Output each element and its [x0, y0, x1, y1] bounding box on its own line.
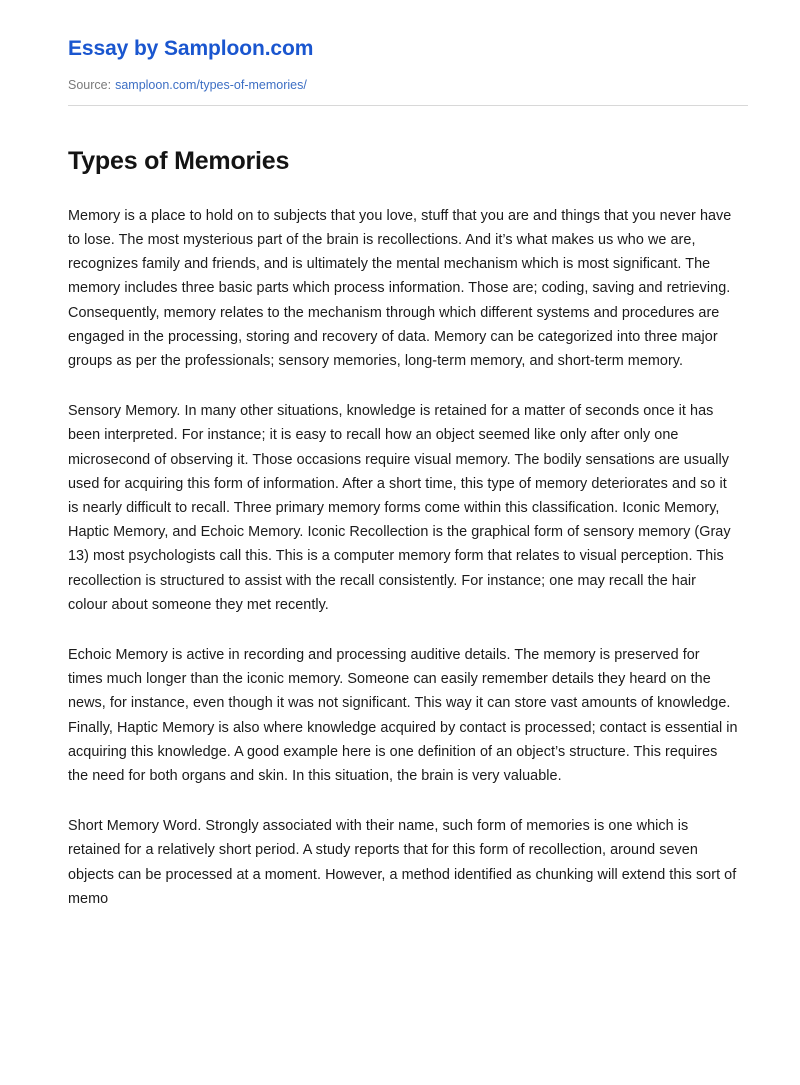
brand-title: Essay by Samploon.com	[68, 37, 314, 60]
document-body	[0, 146, 800, 911]
source-label: Source:	[68, 78, 112, 93]
paragraph: Sensory Memory. In many other situations, knowledge is retained for a matter of seconds once it has been interpreted. For instance; it is easy to recall how an object seemed like only after only one microsecond of observing it. Those occasions require visual memory. The bodily sensations are usually used for acquiring this form of information. After a short time, this type of memory deteriorates and so it is nearly difficult to recall. Three primary memory forms come within this classification. Iconic Memory, Haptic Memory, and Echoic Memory. Iconic Recollection is the graphical form of sensory memory (Gray 13) most psychologists call this. This is a computer memory form that relates to visual perception. This recollection is structured to assist with the recall consistently. For instance; one may recall the hair colour about someone they met recently.	[68, 403, 731, 613]
source-url-link[interactable]: samploon.com/types-of-memories/	[115, 78, 307, 93]
header-divider	[68, 105, 748, 106]
paragraph: Memory is a place to hold on to subjects that you love, stuff that you are and things that you never have to lose. The most mysterious part of the brain is recollections. And it’s what makes us who we are, recognizes family and friends, and is ultimately the mental mechanism which is most significant. The memory includes three basic parts which process information. Those are; coding, saving and retrieving. Consequently, memory relates to the mechanism through which different systems and procedures are engaged in the processing, storing and recovery of data. Memory can be categorized into three major groups as per the professionals; sensory memories, long-term memory, and short-term memory.	[68, 207, 732, 369]
paragraph: Short Memory Word. Strongly associated with their name, such form of memories is one which is retained for a relatively short period. A study reports that for this form of recollection, around seven objects can be processed at a moment. However, a method identified as chunking will extend this sort of memo	[68, 818, 737, 907]
page-title: Types of Memories	[68, 147, 290, 176]
source-line	[68, 77, 740, 93]
document-header	[0, 0, 800, 93]
essay-paragraphs	[68, 204, 738, 911]
paragraph: Echoic Memory is active in recording and processing auditive details. The memory is preserved for times much longer than the iconic memory. Someone can easily remember details they heard on the news, for instance, even though it was not significant. This way it can store vast amounts of knowledge. Finally, Haptic Memory is also where knowledge acquired by contact is processed; contact is essential in acquiring this knowledge. A good example here is one definition of an object’s structure. This requires the need for both organs and skin. In this situation, the brain is very valuable.	[68, 646, 738, 784]
